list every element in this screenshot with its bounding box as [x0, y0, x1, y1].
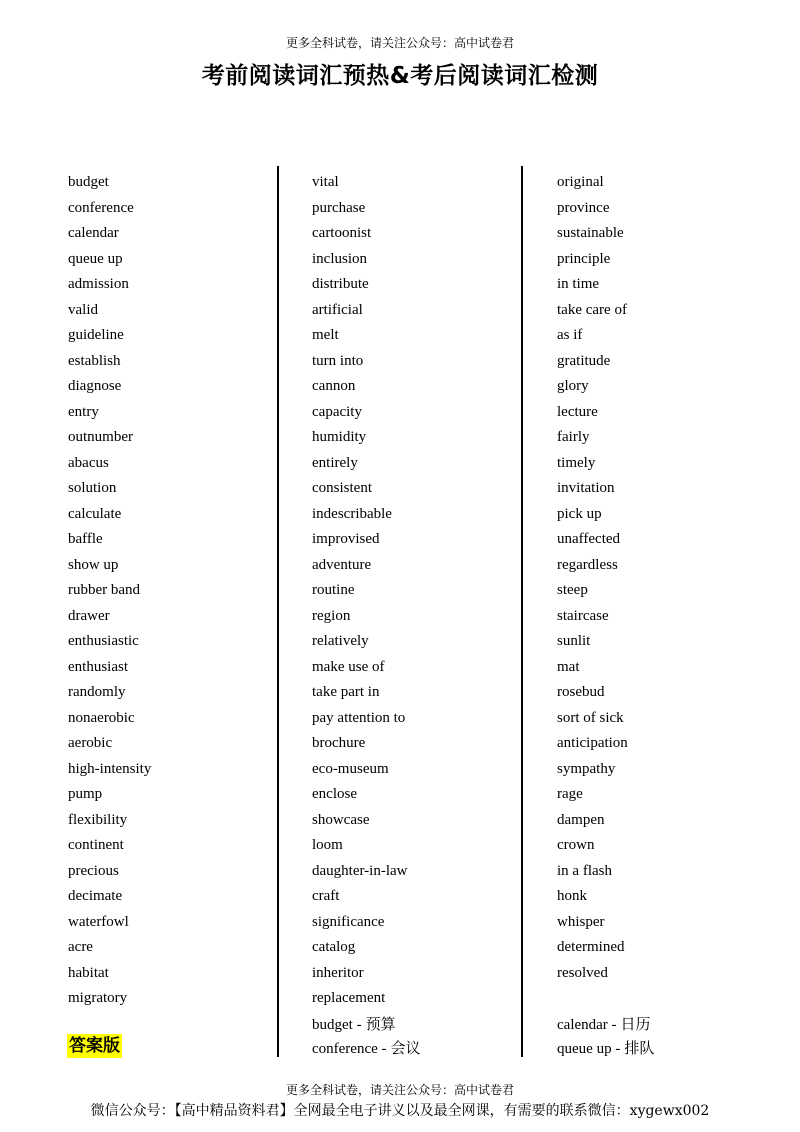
- vocab-word: show up: [68, 556, 119, 573]
- vocab-word: craft: [312, 888, 340, 904]
- vocab-word: drawer: [68, 607, 110, 624]
- answer-meaning: 日历: [620, 1015, 651, 1033]
- vocab-word: capacity: [312, 403, 362, 420]
- vocab-word: daughter-in-law: [312, 862, 408, 879]
- answer-meaning: 排队: [624, 1039, 655, 1057]
- vocab-word: replacement: [312, 990, 386, 1006]
- vocab-word: make use of: [312, 658, 385, 675]
- vocab-word: anticipation: [557, 735, 628, 751]
- vocab-word: outnumber: [68, 429, 133, 445]
- vocab-word: sympathy: [557, 760, 616, 777]
- vocab-word: turn into: [312, 352, 364, 369]
- answer-word: calendar -: [557, 1017, 617, 1033]
- vocab-word: cartoonist: [312, 225, 372, 241]
- vocab-word: calendar: [68, 225, 119, 241]
- vocab-word: gratitude: [557, 352, 611, 369]
- vocab-word: eco-museum: [312, 760, 389, 777]
- vocab-word: humidity: [312, 429, 367, 445]
- word-column-2: [312, 170, 408, 1012]
- answer-item: [557, 1037, 654, 1058]
- vocab-word: artificial: [312, 301, 363, 318]
- answer-item: [312, 1013, 396, 1034]
- vocab-word: as if: [557, 327, 583, 343]
- vocab-word: catalog: [312, 939, 356, 955]
- vocab-word: loom: [312, 837, 343, 853]
- vocab-word: habitat: [68, 964, 109, 981]
- vocab-word: diagnose: [68, 378, 122, 394]
- vocab-word: original: [557, 174, 604, 190]
- vocab-word: regardless: [557, 556, 618, 573]
- vocab-word: in time: [557, 276, 600, 292]
- vocab-word: sustainable: [557, 225, 624, 241]
- vocab-word: waterfowl: [68, 913, 129, 930]
- vocab-word: precious: [68, 862, 119, 879]
- vocab-word: valid: [68, 301, 98, 318]
- vocab-word: entirely: [312, 454, 358, 471]
- vocab-word: steep: [557, 582, 588, 598]
- vocab-word: relatively: [312, 633, 369, 649]
- vocab-word: take care of: [557, 301, 627, 318]
- vocab-word: conference: [68, 199, 134, 216]
- vocab-word: improvised: [312, 531, 380, 547]
- vocab-word: crown: [557, 837, 595, 853]
- vocab-word: high-intensity: [68, 760, 152, 777]
- vocab-word: baffle: [68, 531, 103, 547]
- vocab-word: determined: [557, 939, 625, 955]
- vocab-word: showcase: [312, 811, 370, 828]
- vocab-word: honk: [557, 888, 587, 904]
- vocab-word: abacus: [68, 454, 109, 471]
- vocab-word: cannon: [312, 378, 356, 394]
- answer-meaning: 会议: [390, 1039, 421, 1057]
- vocab-word: distribute: [312, 276, 369, 292]
- answer-item: [557, 1013, 651, 1034]
- vocab-word: purchase: [312, 199, 366, 216]
- vocab-word: enthusiast: [68, 658, 128, 675]
- vocab-word: entry: [68, 403, 99, 420]
- vocab-word: indescribable: [312, 505, 392, 522]
- vocab-word: staircase: [557, 607, 609, 624]
- vocab-word: enclose: [312, 786, 357, 802]
- vocab-word: sort of sick: [557, 709, 624, 726]
- footer-promo: 微信公众号：【高中精品资料君】全网最全电子讲义以及最全网课，有需要的联系微信：xygewx002: [90, 1103, 710, 1119]
- answer-item: [312, 1037, 421, 1058]
- vocab-word: rosebud: [557, 684, 605, 700]
- vocab-word: rage: [557, 786, 583, 802]
- vocab-word: pay attention to: [312, 709, 406, 726]
- vocab-word: nonaerobic: [68, 709, 135, 726]
- vocab-word: principle: [557, 250, 611, 267]
- word-column-1: [68, 170, 151, 1012]
- answer-meaning: 预算: [365, 1015, 396, 1033]
- answer-version-tag: 答案版: [69, 1036, 120, 1056]
- vocab-word: inclusion: [312, 250, 367, 267]
- vocab-word: fairly: [557, 429, 590, 445]
- word-column-3: [557, 170, 628, 986]
- vocab-word: decimate: [68, 888, 123, 904]
- page-title: 考前阅读词汇预热&考后阅读词汇检测: [201, 63, 599, 89]
- vocab-word: consistent: [312, 480, 372, 496]
- answer-word: conference -: [312, 1041, 387, 1057]
- vocab-word: resolved: [557, 964, 608, 981]
- vocab-word: significance: [312, 913, 385, 930]
- vocab-word: establish: [68, 352, 121, 369]
- vocab-word: in a flash: [557, 862, 612, 879]
- vocab-word: solution: [68, 480, 117, 496]
- vocab-word: vital: [312, 174, 339, 190]
- vocab-word: guideline: [68, 327, 124, 343]
- vocab-word: inheritor: [312, 964, 364, 981]
- vocab-word: brochure: [312, 735, 366, 751]
- vocab-word: invitation: [557, 480, 615, 496]
- vocab-word: queue up: [68, 250, 123, 267]
- vocab-word: region: [312, 607, 351, 624]
- top-note: 更多全科试卷，请关注公众号：高中试卷君: [285, 36, 514, 50]
- vocab-word: take part in: [312, 684, 380, 700]
- vocab-word: rubber band: [68, 582, 141, 598]
- vocab-word: migratory: [68, 990, 128, 1006]
- vocab-word: dampen: [557, 811, 605, 828]
- vocab-word: whisper: [557, 913, 605, 930]
- column-divider: [521, 166, 523, 1057]
- vocab-word: budget: [68, 174, 109, 190]
- answer-word: budget -: [312, 1017, 362, 1033]
- vocab-word: province: [557, 199, 610, 216]
- answer-word: queue up -: [557, 1041, 621, 1057]
- vocab-word: unaffected: [557, 531, 621, 547]
- column-divider: [277, 166, 279, 1057]
- vocab-word: acre: [68, 939, 93, 955]
- vocab-word: adventure: [312, 556, 372, 573]
- vocab-word: admission: [68, 276, 129, 292]
- vocab-word: sunlit: [557, 633, 591, 649]
- vocab-word: mat: [557, 658, 580, 675]
- vocab-word: pump: [68, 786, 103, 802]
- vocab-word: calculate: [68, 505, 122, 522]
- vocab-word: aerobic: [68, 735, 113, 751]
- vocab-word: timely: [557, 454, 596, 471]
- vocab-word: routine: [312, 582, 355, 598]
- bottom-note: 更多全科试卷，请关注公众号：高中试卷君: [285, 1083, 514, 1097]
- vocab-word: melt: [312, 327, 339, 343]
- vocab-word: randomly: [68, 684, 126, 700]
- vocab-word: enthusiastic: [68, 633, 139, 649]
- vocab-word: glory: [557, 378, 589, 394]
- vocab-word: lecture: [557, 403, 598, 420]
- vocab-word: flexibility: [68, 811, 128, 828]
- vocab-word: pick up: [557, 505, 602, 522]
- vocab-word: continent: [68, 837, 124, 853]
